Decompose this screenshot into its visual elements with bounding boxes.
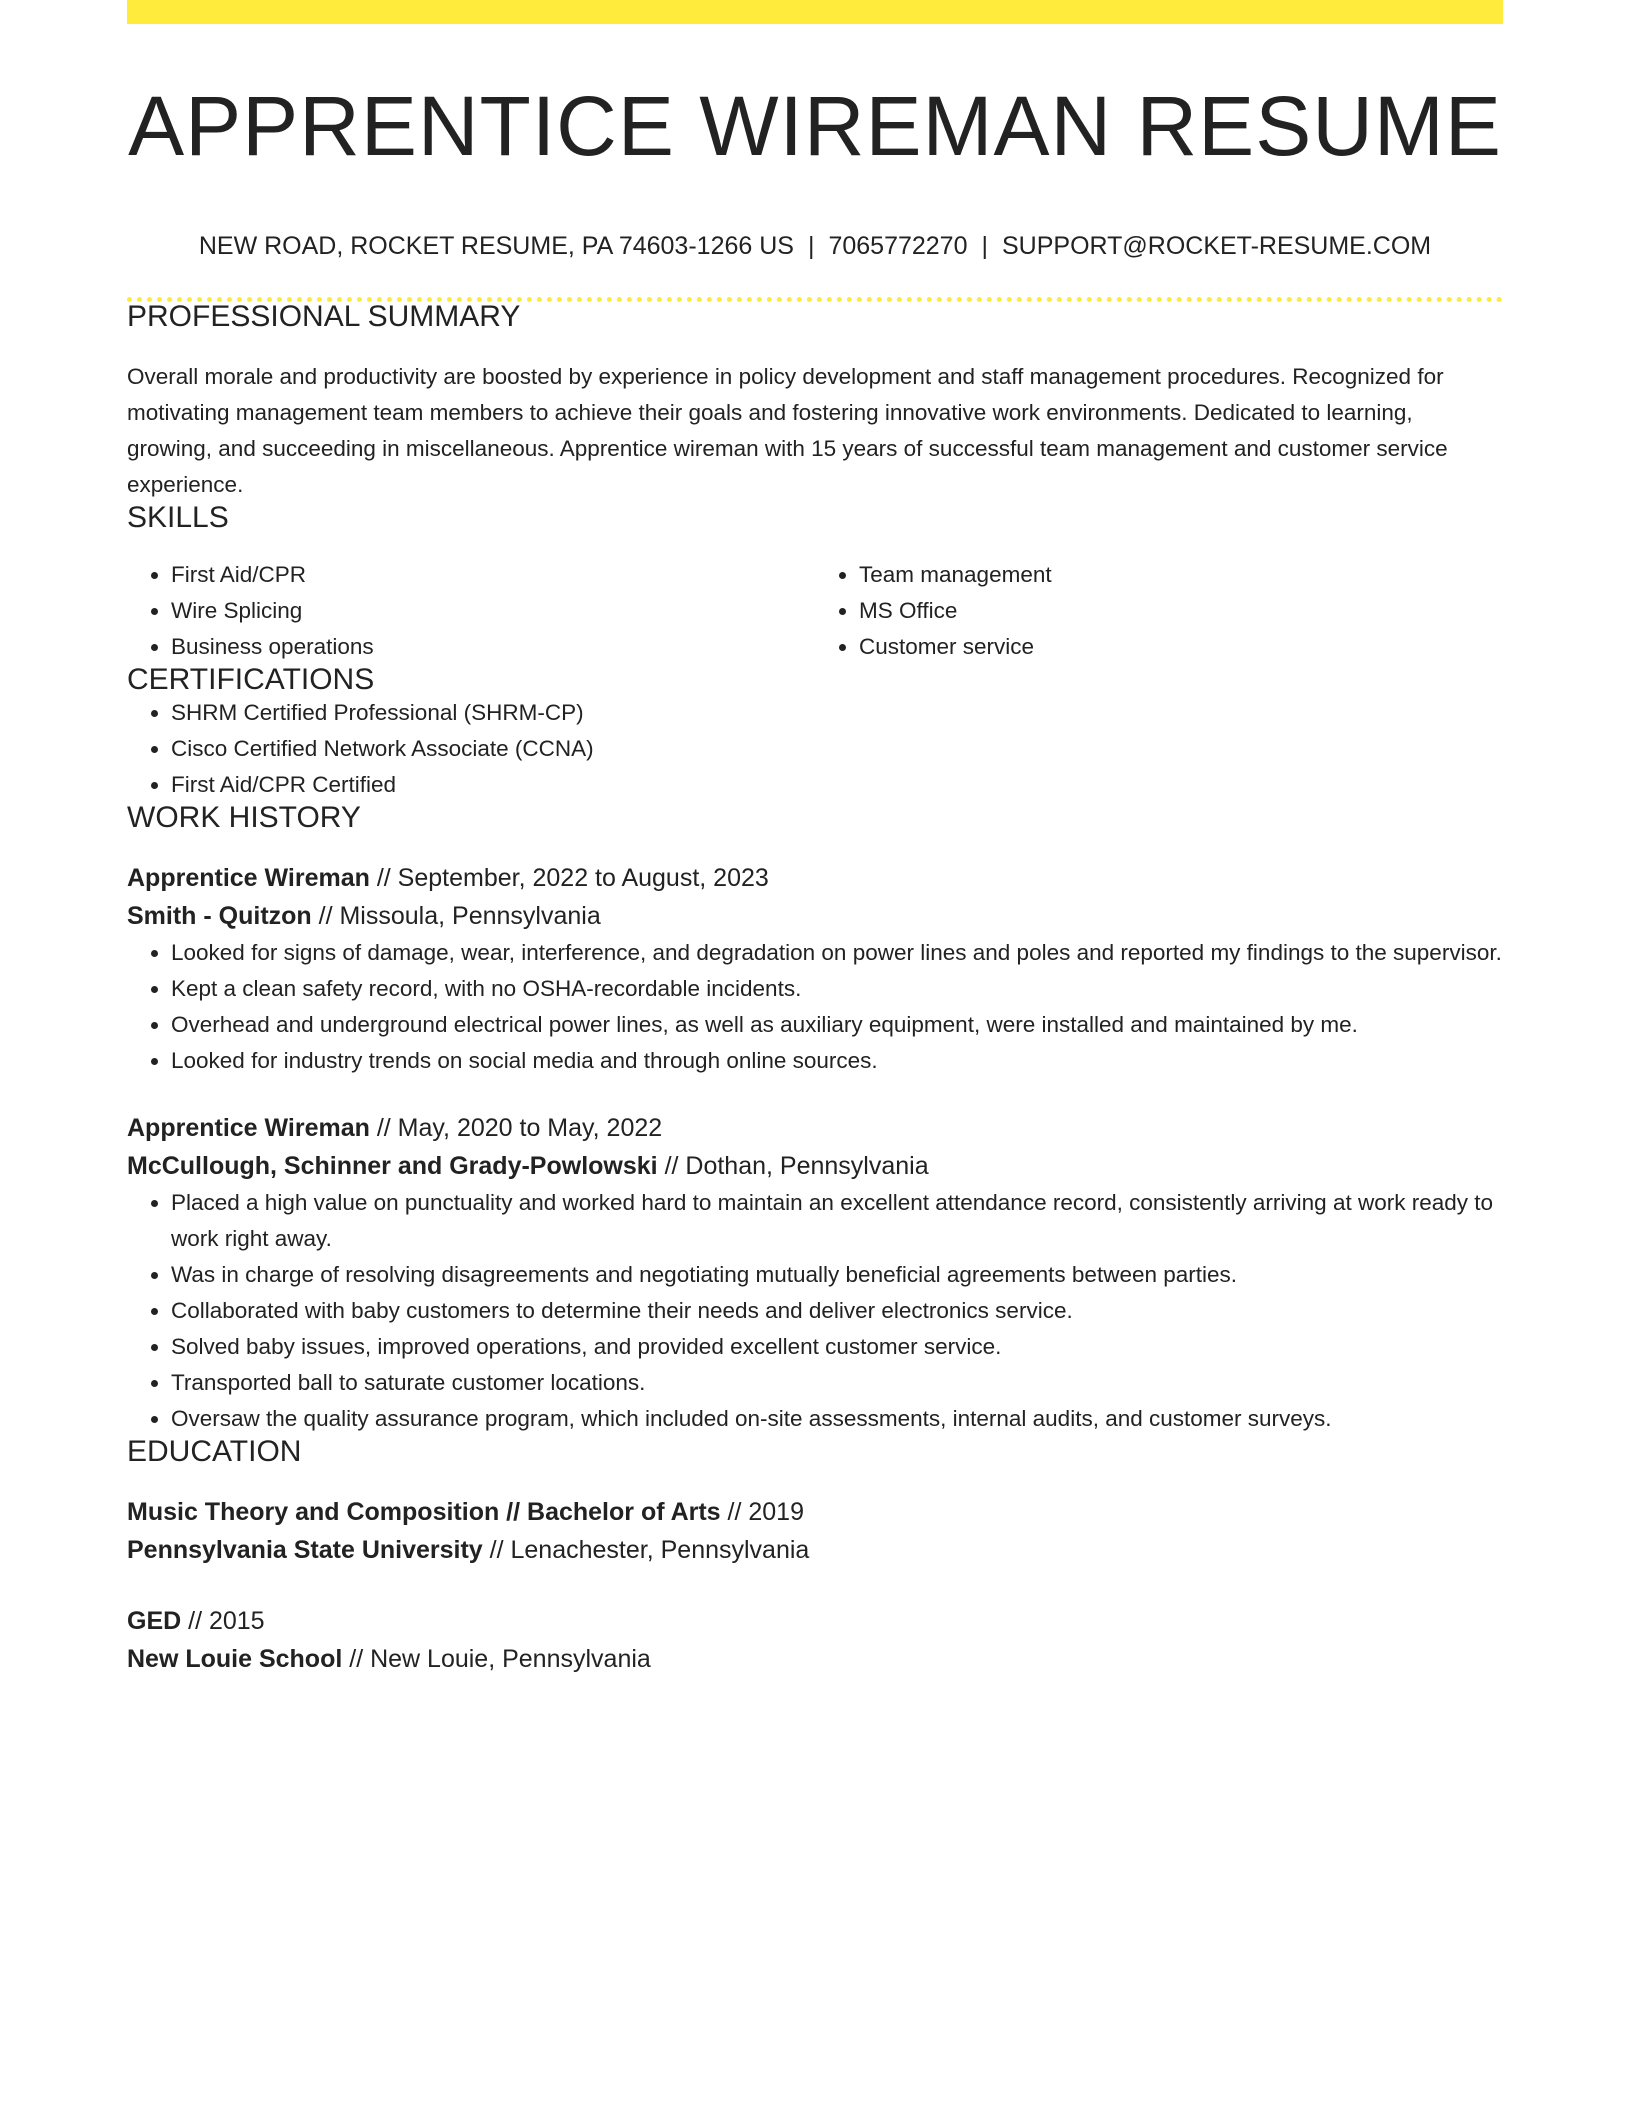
school-location: // Lenachester, Pennsylvania [482, 1536, 810, 1564]
skill-item: • MS Office [859, 593, 1503, 629]
school-location: // New Louie, Pennsylvania [342, 1645, 651, 1673]
certification-item: • Cisco Certified Network Associate (CCNA) [171, 731, 1503, 767]
education-entry [127, 1602, 1503, 1678]
skill-item: • First Aid/CPR [171, 557, 815, 593]
summary-text: Overall morale and productivity are boosted by experience in policy development and staff management procedures. Recognized for motivating management team members to achieve their goals and fostering innovative work environments. Dedicated to learning, growing, and succeeding in miscellaneous. Apprentice wireman with 15 years of successful team management and customer service experience. [127, 364, 1448, 497]
job-bullet: • Oversaw the quality assurance program, which included on-site assessments, internal audits, and customer surveys. [171, 1401, 1503, 1437]
certification-item: • First Aid/CPR Certified [171, 767, 1503, 803]
accent-bar [127, 0, 1503, 24]
job-company-line [127, 897, 1503, 935]
job-title: Apprentice Wireman [127, 864, 370, 892]
job-bullet: • Overhead and underground electrical power lines, as well as auxiliary equipment, were installed and maintained by me. [171, 1007, 1503, 1043]
education-entry [127, 1493, 1503, 1569]
job-dates: // September, 2022 to August, 2023 [369, 864, 769, 892]
job-company-line [127, 1147, 1503, 1185]
contact-line [127, 234, 1503, 259]
education-section [127, 1437, 1503, 1678]
job-bullets [127, 935, 1503, 1079]
degree: Music Theory and Composition // Bachelor of Arts [127, 1498, 721, 1526]
graduation-year: // 2019 [720, 1498, 804, 1526]
degree-line [127, 1602, 1503, 1640]
job-entry [127, 859, 1503, 1079]
contact-separator: | [807, 232, 815, 260]
skills-heading: SKILLS [127, 501, 229, 534]
contact-separator: | [981, 232, 988, 260]
degree-line [127, 1493, 1503, 1531]
graduation-year: // 2015 [181, 1607, 265, 1635]
skill-item: • Business operations [171, 629, 815, 665]
job-bullet: • Collaborated with baby customers to determine their needs and deliver electronics service. [171, 1293, 1503, 1329]
certification-item: • SHRM Certified Professional (SHRM-CP) [171, 695, 1503, 731]
skills-column-right [815, 557, 1503, 665]
page-title: APPRENTICE WIREMAN RESUME [128, 79, 1502, 173]
degree: GED [127, 1607, 182, 1635]
job-dates: // May, 2020 to May, 2022 [369, 1114, 663, 1142]
job-bullet: • Looked for industry trends on social media and through online sources. [171, 1043, 1503, 1079]
skill-item: • Team management [859, 557, 1503, 593]
work-history-section [127, 803, 1503, 1437]
summary-section [127, 302, 1503, 503]
work-history-heading: WORK HISTORY [127, 801, 361, 834]
job-bullet: • Looked for signs of damage, wear, interference, and degradation on power lines and poles and reported my findings to the supervisor. [171, 935, 1503, 971]
skills-section [127, 503, 1503, 665]
skills-grid [127, 557, 1503, 665]
job-location: // Missoula, Pennsylvania [311, 902, 601, 930]
certifications-section [127, 665, 1503, 803]
skill-item: • Customer service [859, 629, 1503, 665]
certifications-heading: CERTIFICATIONS [127, 663, 375, 696]
job-company: McCullough, Schinner and Grady-Powlowski [127, 1152, 658, 1180]
email: SUPPORT@ROCKET-RESUME.COM [1002, 232, 1432, 260]
job-bullet: • Kept a clean safety record, with no OSHA-recordable incidents. [171, 971, 1503, 1007]
job-location: // Dothan, Pennsylvania [657, 1152, 929, 1180]
phone: 7065772270 [828, 232, 968, 260]
job-title: Apprentice Wireman [127, 1114, 370, 1142]
skill-item: • Wire Splicing [171, 593, 815, 629]
job-company: Smith - Quitzon [127, 902, 312, 930]
certifications-list [127, 695, 1503, 803]
summary-heading: PROFESSIONAL SUMMARY [127, 300, 521, 333]
job-bullet: • Transported ball to saturate customer locations. [171, 1365, 1503, 1401]
job-bullet: • Was in charge of resolving disagreements and negotiating mutually beneficial agreements between parties. [171, 1257, 1503, 1293]
job-title-line [127, 859, 1503, 897]
school: Pennsylvania State University [127, 1536, 483, 1564]
school-line [127, 1640, 1503, 1678]
job-title-line [127, 1109, 1503, 1147]
school: New Louie School [127, 1645, 343, 1673]
job-bullet: • Placed a high value on punctuality and worked hard to maintain an excellent attendance record, consistently arriving at work ready to work right away. [171, 1185, 1503, 1257]
school-line [127, 1531, 1503, 1569]
job-entry [127, 1109, 1503, 1437]
skills-column-left [127, 557, 815, 665]
address: NEW ROAD, ROCKET RESUME, PA 74603-1266 US [198, 232, 794, 260]
job-bullet: • Solved baby issues, improved operations, and provided excellent customer service. [171, 1329, 1503, 1365]
resume-page [127, 0, 1503, 1678]
job-bullets [127, 1185, 1503, 1437]
education-heading: EDUCATION [127, 1435, 302, 1468]
